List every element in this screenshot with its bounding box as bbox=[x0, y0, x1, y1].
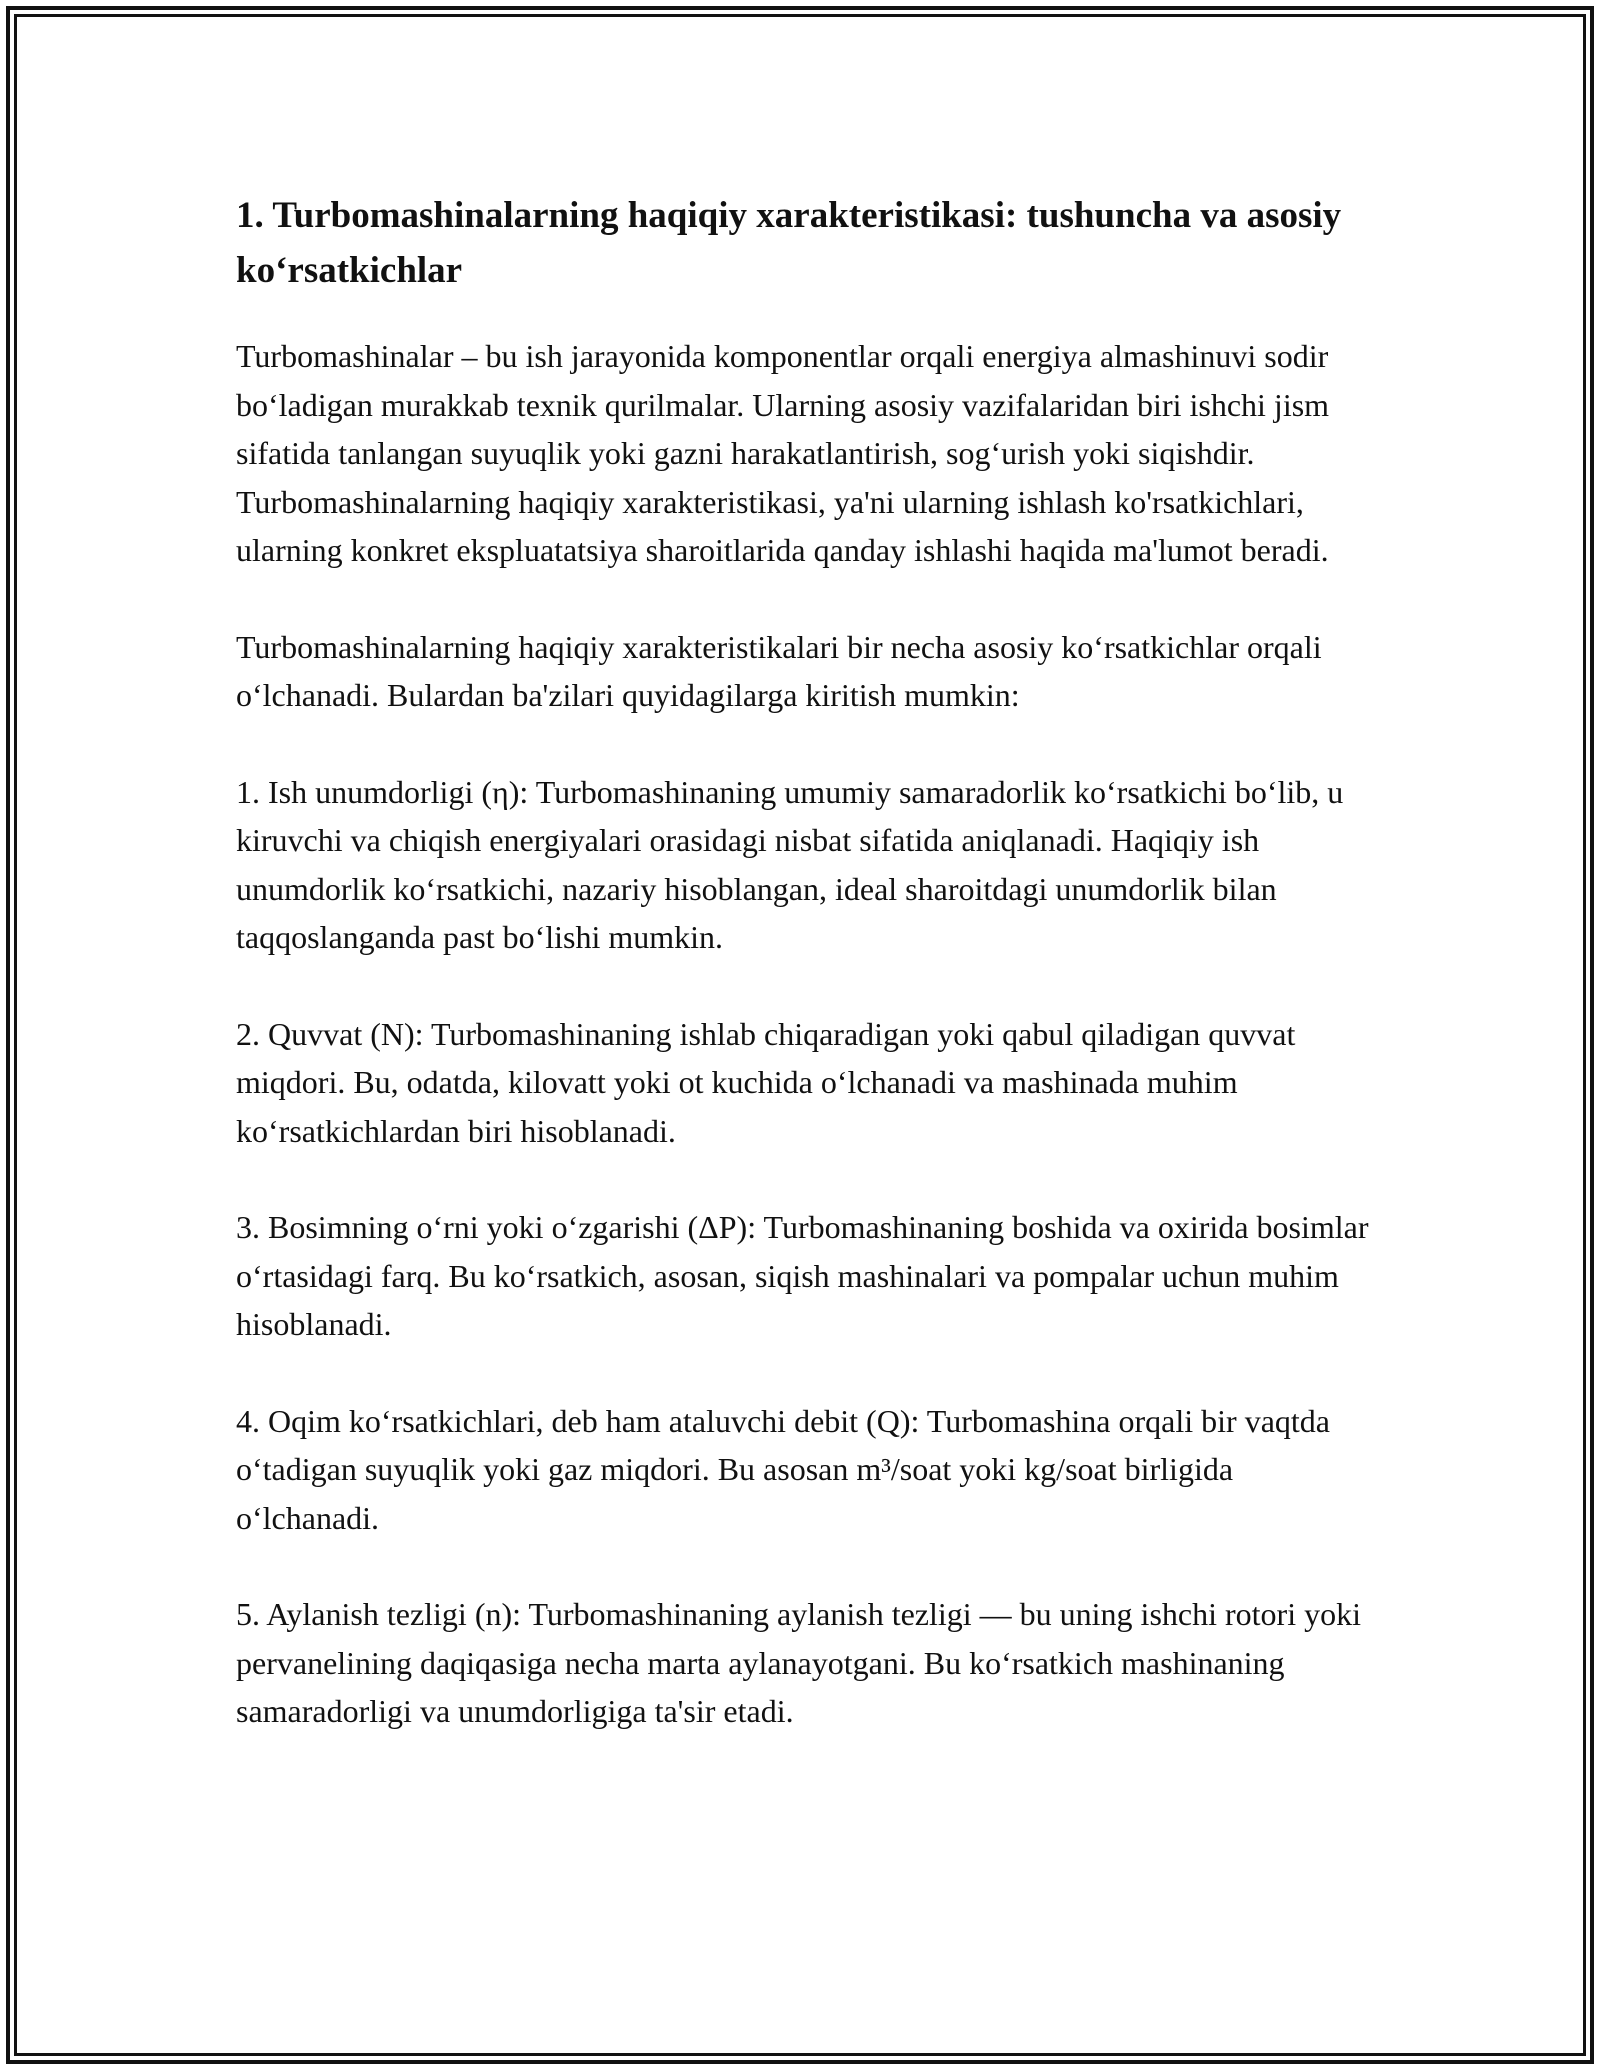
list-item-rotation-speed: 5. Aylanish tezligi (n): Turbomashinaning aylanish tezligi — bu uning ishchi rotori yoki pervanelining daqiqasiga necha marta aylanayotgani. Bu ko‘rsatkich mashinaning samaradorligi va unumdorligiga ta'sir etadi. bbox=[236, 1596, 1361, 1729]
intro-paragraph: Turbomashinalar – bu ish jarayonida komponentlar orqali energiya almashinuvi sodir bo‘ladigan murakkab texnik qurilmalar. Ularning asosiy vazifalaridan biri ishchi jism sifatida tanlangan suyuqlik yoki gazni harakatlantirish, sog‘urish yoki siqishdir. Turbomashinalarning haqiqiy xarakteristikasi, ya'ni ularning ishlash ko'rsatkichlari, ularning konkret ekspluatatsiya sharoitlarida qanday ishlashi haqida ma'lumot beradi. bbox=[236, 338, 1330, 568]
section-heading: 1. Turbomashinalarning haqiqiy xarakteristikasi: tushuncha va asosiy ko‘rsatkichlar bbox=[236, 195, 1342, 291]
lead-paragraph: Turbomashinalarning haqiqiy xarakteristikalari bir necha asosiy ko‘rsatkichlar orqali o‘lchanadi. Bulardan ba'zilari quyidagilarga kiritish mumkin: bbox=[236, 628, 1322, 713]
document-body bbox=[236, 188, 1376, 1784]
list-item-efficiency: 1. Ish unumdorligi (η): Turbomashinaning umumiy samaradorlik ko‘rsatkichi bo‘lib, u kiruvchi va chiqish energiyalari orasidagi nisbat sifatida aniqlanadi. Haqiqiy ish unumdorlik ko‘rsatkichi, nazariy hisoblangan, ideal sharoitdagi unumdorlik bilan taqqoslanganda past bo‘lishi mumkin. bbox=[236, 773, 1344, 955]
list-item-flow: 4. Oqim ko‘rsatkichlari, deb ham ataluvchi debit (Q): Turbomashina orqali bir vaqtda o‘tadigan suyuqlik yoki gaz miqdori. Bu asosan m³/soat yoki kg/soat birligida o‘lchanadi. bbox=[236, 1402, 1330, 1536]
list-item-pressure: 3. Bosimning o‘rni yoki o‘zgarishi (ΔP): Turbomashinaning boshida va oxirida bosimlar o‘rtasidagi farq. Bu ko‘rsatkich, asosan, siqish mashinalari va pompalar uchun muhim hisoblanadi. bbox=[236, 1209, 1369, 1342]
list-item-power: 2. Quvvat (N): Turbomashinaning ishlab chiqaradigan yoki qabul qiladigan quvvat miqdori. Bu, odatda, kilovatt yoki ot kuchida o‘lchanadi va mashinada muhim ko‘rsatkichlardan biri hisoblanadi. bbox=[236, 1015, 1296, 1149]
